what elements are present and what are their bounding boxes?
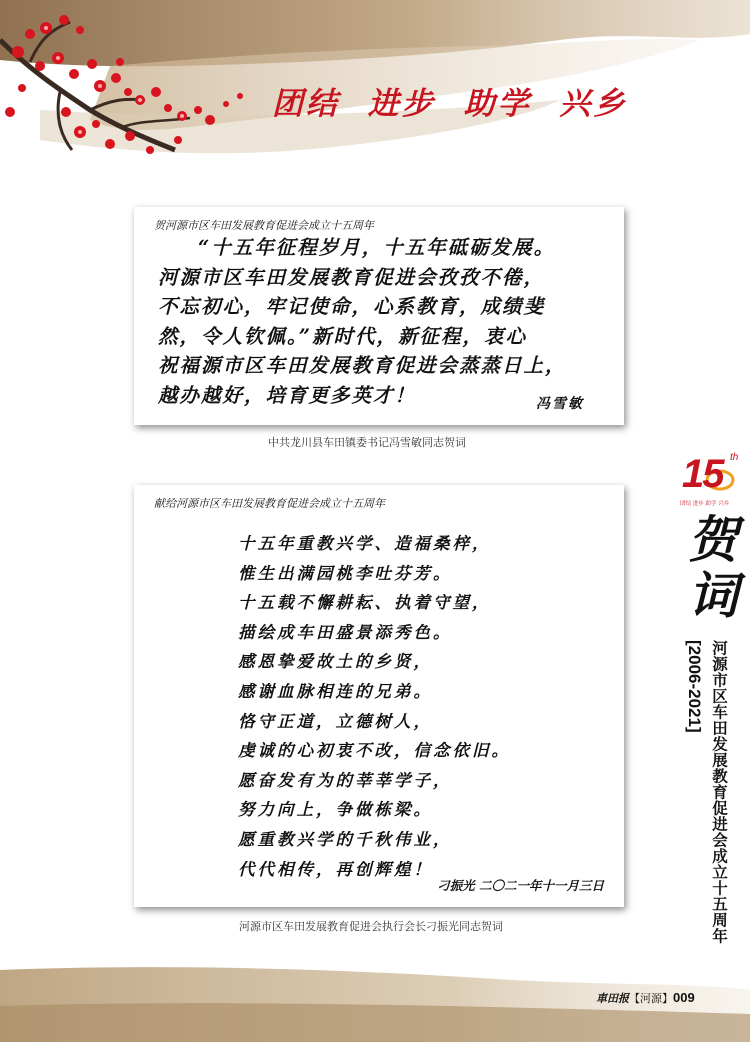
poem-line: 感谢血脉相连的兄弟。 [238, 681, 433, 701]
publication-region: 【河源】 [629, 992, 673, 1005]
publication-name: 車田报 [596, 992, 629, 1005]
card-caption: 河源市区车田发展教育促进会执行会长刁振光同志贺词 [239, 920, 503, 933]
message-line: “十五年征程岁月，十五年砥砺发展。 [198, 236, 556, 259]
congratulation-card-1 [134, 207, 624, 425]
poem-line: 努力向上，争做栋梁。 [238, 800, 433, 820]
badge-suffix: th [730, 452, 739, 463]
poem-line: 恪守正道，立德树人， [238, 711, 433, 731]
congratulation-card-2 [134, 485, 624, 907]
poem-line: 十五年重教兴学、造福桑梓， [238, 534, 492, 553]
message-body [158, 233, 606, 410]
poem-line: 代代相传，再创辉煌！ [238, 859, 433, 879]
year-range: [2006-2021] [685, 640, 704, 733]
section-title-char: 词 [688, 566, 738, 625]
anniversary-badge [680, 450, 742, 512]
signature: 冯雪敏 [536, 396, 584, 412]
page-footer [596, 990, 695, 1006]
header-slogan: 团结 进步 助学 兴乡 [272, 86, 628, 122]
page-number: 009 [673, 990, 695, 1005]
card-caption: 中共龙川县车田镇委书记冯雪敏同志贺词 [268, 436, 466, 449]
card-heading: 贺河源市区车田发展教育促进会成立十五周年 [154, 219, 374, 232]
message-line: 然，令人钦佩。”新时代，新征程，衷心 [158, 324, 527, 348]
message-line: 不忘初心，牢记使命，心系教育，成绩斐 [158, 295, 546, 318]
poem-line: 感恩挚爱故土的乡贤， [238, 652, 433, 672]
poem-line: 十五载不懈耕耘、执着守望， [238, 593, 492, 613]
poem-line: 虔诚的心初衷不改，信念依旧。 [238, 741, 511, 761]
badge-slogan: 团结 进步 助学 兴乡 [680, 501, 730, 507]
message-line: 越办越好，培育更多英才！ [158, 383, 417, 407]
poem-body [238, 529, 511, 884]
poem-line: 愿奋发有为的莘莘学子， [238, 770, 453, 790]
poem-line: 惟生出满园桃李吐芬芳。 [238, 563, 453, 583]
poem-line: 愿重教兴学的千秋伟业， [238, 829, 453, 849]
badge-number: 15 [682, 452, 723, 496]
poem-line: 描绘成车田盛景添秀色。 [238, 622, 453, 642]
section-title-char: 贺 [688, 510, 738, 569]
message-line: 祝福源市区车田发展教育促进会蒸蒸日上， [158, 354, 567, 377]
section-title [678, 512, 748, 624]
card-heading: 献给河源市区车田发展教育促进会成立十五周年 [154, 497, 385, 510]
signature-date: 刁振光 二〇二一年十一月三日 [437, 878, 604, 893]
message-line: 河源市区车田发展教育促进会孜孜不倦， [158, 265, 546, 289]
organization-vertical: 河源市区车田发展教育促进会成立十五周年 [710, 640, 729, 944]
